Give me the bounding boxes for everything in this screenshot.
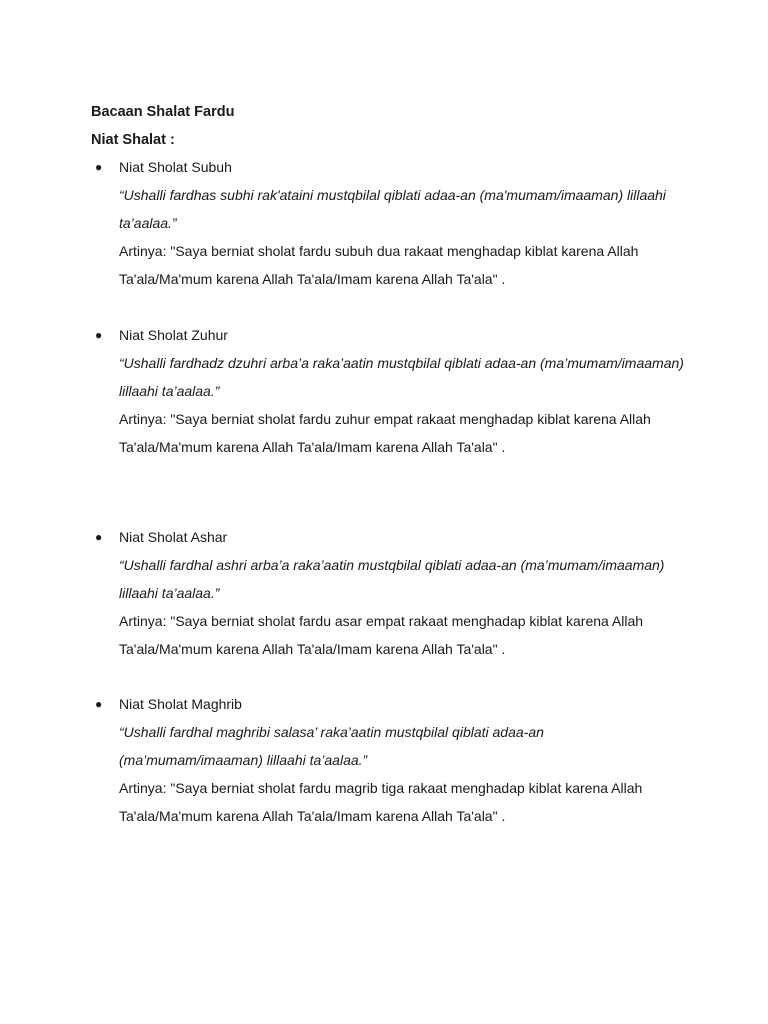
list-item-ashar <box>91 523 691 663</box>
list-item-subuh <box>91 153 691 293</box>
prayer-title: Niat Sholat Maghrib <box>119 696 242 712</box>
meaning-text: Artinya: "Saya berniat sholat fardu magrib tiga rakaat menghadap kiblat karena Allah Ta'ala/Ma'mum karena Allah Ta'ala/Imam karena Allah Ta'ala" . <box>119 780 643 824</box>
document-title: Bacaan Shalat Fardu <box>91 104 235 120</box>
bullet-icon: ● <box>95 530 103 544</box>
meaning-text: Artinya: "Saya berniat sholat fardu asar empat rakaat menghadap kiblat karena Allah Ta'ala/Ma'mum karena Allah Ta'ala/Imam karena Allah Ta'ala" . <box>119 613 644 657</box>
list-item-zuhur <box>91 321 691 461</box>
latin-recitation: “Ushalli fardhal ashri arba’a raka’aatin mustqbilal qiblati adaa-an (ma’mumam/imaaman) lillaahi ta’aalaa.” <box>119 557 665 601</box>
prayer-title: Niat Sholat Subuh <box>119 159 232 175</box>
section-heading: Niat Shalat : <box>91 132 175 148</box>
bullet-icon: ● <box>95 697 103 711</box>
prayer-title: Niat Sholat Ashar <box>119 529 228 545</box>
meaning-text: Artinya: "Saya berniat sholat fardu zuhur empat rakaat menghadap kiblat karena Allah Ta'ala/Ma'mum karena Allah Ta'ala/Imam karena Allah Ta'ala" . <box>119 411 651 455</box>
bullet-icon: ● <box>95 160 103 174</box>
latin-recitation: “Ushalli fardhas subhi rak'ataini mustqbilal qiblati adaa-an (ma'mumam/imaaman) lillaahi ta’aalaa.” <box>119 187 666 231</box>
latin-recitation: “Ushalli fardhal maghribi salasa’ raka’aatin mustqbilal qiblati adaa-an (ma’mumam/imaaman) lillaahi ta’aalaa.” <box>119 724 544 768</box>
latin-recitation: “Ushalli fardhadz dzuhri arba’a raka’aatin mustqbilal qiblati adaa-an (ma’mumam/imaaman) lillaahi ta’aalaa.” <box>119 355 684 399</box>
bullet-icon: ● <box>95 328 103 342</box>
meaning-text: Artinya: "Saya berniat sholat fardu subuh dua rakaat menghadap kiblat karena Allah Ta'ala/Ma'mum karena Allah Ta'ala/Imam karena Allah Ta'ala" . <box>119 243 639 287</box>
list-item-maghrib <box>91 690 691 830</box>
prayer-title: Niat Sholat Zuhur <box>119 327 228 343</box>
